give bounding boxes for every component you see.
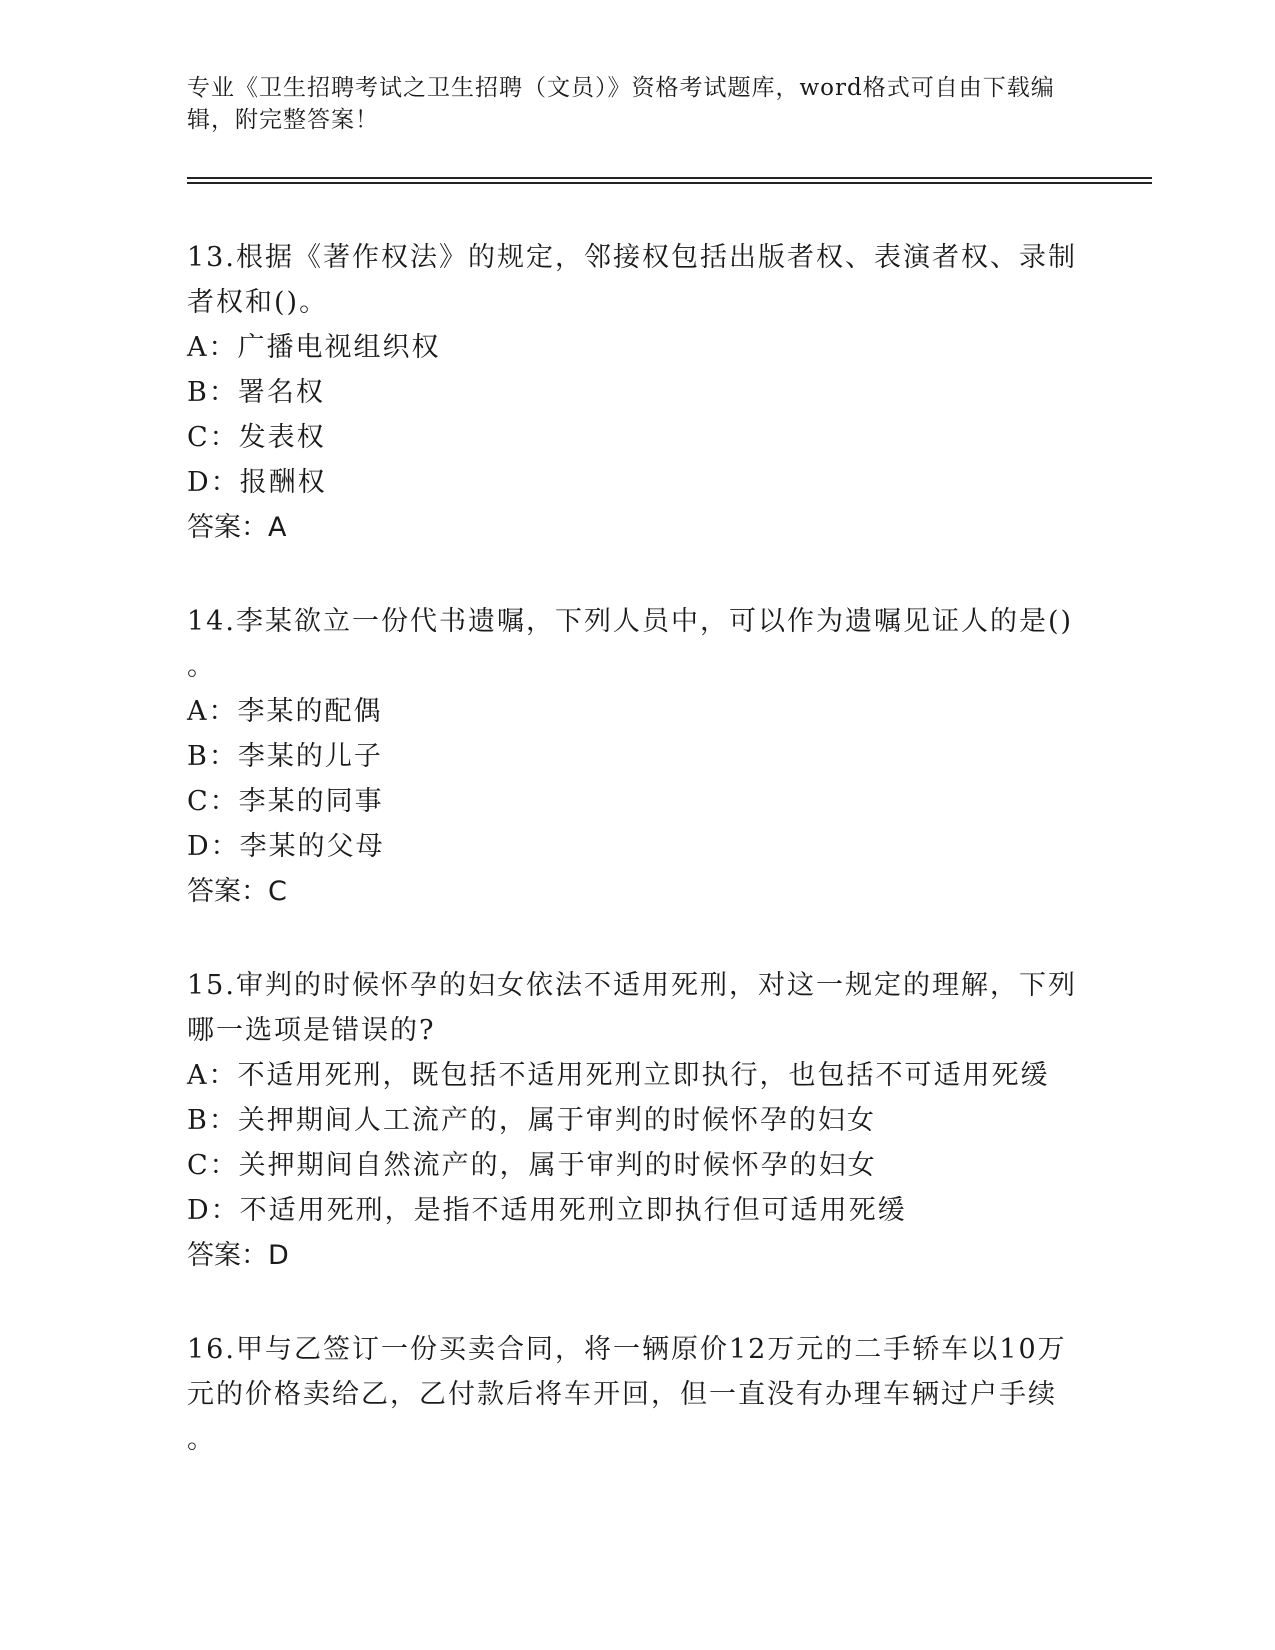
option-d: D：报酬权 [187,467,327,498]
question-stem-cont: 元的价格卖给乙，乙付款后将车开回，但一直没有办理车辆过户手续 [187,1379,1057,1410]
question-14 [187,599,1087,914]
option-c: C：李某的同事 [187,786,384,817]
question-stem: 16.甲与乙签订一份买卖合同，将一辆原价12万元的二手轿车以10万 [187,1334,1067,1365]
option-a: A：广播电视组织权 [187,332,441,363]
question-16 [187,1327,1087,1462]
option-a: A：李某的配偶 [187,696,383,727]
option-d: D：不适用死刑，是指不适用死刑立即执行但可适用死缓 [187,1195,907,1226]
question-stem-cont: 。 [187,1424,216,1455]
question-stem: 13.根据《著作权法》的规定，邻接权包括出版者权、表演者权、录制 [187,242,1077,273]
answer: 答案：C [187,876,287,907]
option-a: A：不适用死刑，既包括不适用死刑立即执行，也包括不可适用死缓 [187,1060,1050,1091]
option-c: C：关押期间自然流产的，属于审判的时候怀孕的妇女 [187,1150,877,1181]
option-b: B：署名权 [187,377,325,408]
question-stem: 15.审判的时候怀孕的妇女依法不适用死刑，对这一规定的理解，下列 [187,970,1077,1001]
option-d: D：李某的父母 [187,831,385,862]
option-b: B：关押期间人工流产的，属于审判的时候怀孕的妇女 [187,1105,876,1136]
header-divider-top [187,177,1152,179]
question-stem-cont: 者权和()。 [187,287,329,318]
answer: 答案：D [187,1240,289,1271]
answer: 答案：A [187,512,287,543]
question-15 [187,963,1087,1278]
option-b: B：李某的儿子 [187,741,383,772]
option-c: C：发表权 [187,422,326,453]
header-divider-bottom [187,182,1152,184]
question-13 [187,235,1087,550]
document-intro: 专业《卫生招聘考试之卫生招聘（文员）》资格考试题库，word格式可自由下载编辑，附完整答案！ [187,75,1055,133]
question-stem-cont: 。 [187,651,216,682]
question-stem: 14.李某欲立一份代书遗嘱，下列人员中，可以作为遗嘱见证人的是() [187,606,1074,637]
question-stem-cont: 哪一选项是错误的? [187,1015,436,1046]
